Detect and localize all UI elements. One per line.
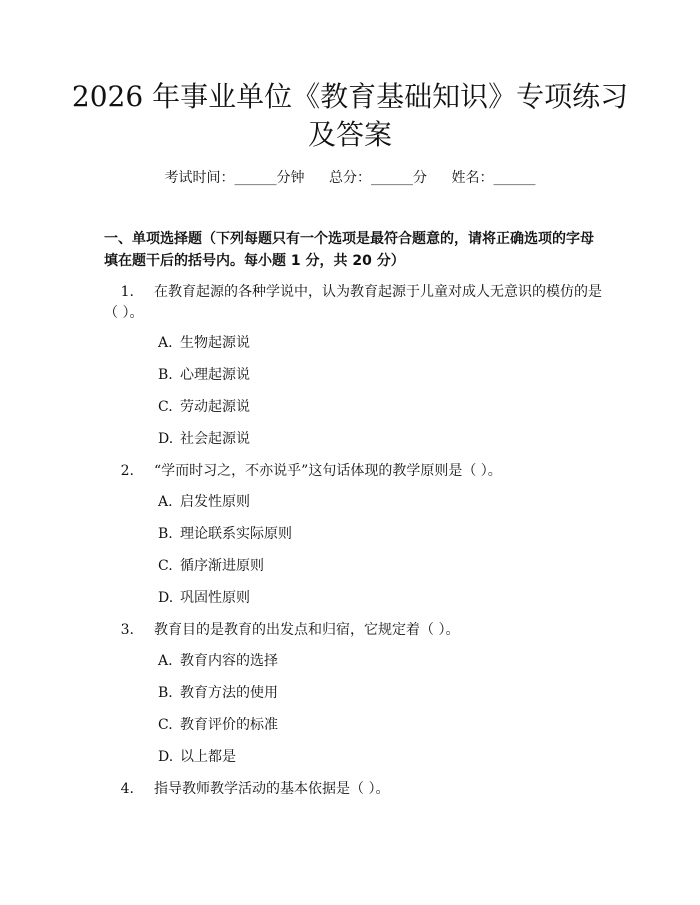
question-number: 4. [120, 781, 134, 797]
question-2 [104, 461, 604, 482]
option-letter: C. [158, 399, 173, 415]
option-text: 理论联系实际原则 [180, 526, 292, 542]
option-text: 教育评价的标准 [180, 717, 278, 733]
option-2b [158, 525, 292, 543]
option-letter: D. [158, 431, 174, 447]
option-1a [158, 334, 250, 352]
option-2c [158, 557, 264, 575]
question-stem: “学而时习之，不亦说乎”这句话体现的教学原则是（ ）。 [154, 463, 502, 479]
question-number: 1. [120, 284, 134, 300]
option-text: 教育方法的使用 [180, 685, 278, 701]
option-letter: C. [158, 558, 173, 574]
option-text: 劳动起源说 [180, 399, 250, 415]
option-3b [158, 684, 278, 702]
section-heading: 一、单项选择题（下列每题只有一个选项是最符合题意的，请将正确选项的字母填在题干后的括号内。每小题 1 分，共 20 分） [104, 231, 594, 269]
option-1d [158, 430, 250, 448]
option-3d [158, 748, 236, 766]
question-number: 3. [120, 622, 134, 638]
document-title [70, 78, 630, 154]
option-text: 社会起源说 [180, 431, 250, 447]
option-text: 启发性原则 [180, 494, 250, 510]
option-letter: B. [158, 367, 173, 383]
exam-score: 总分：______分 [329, 170, 427, 186]
question-stem: 教育目的是教育的出发点和归宿，它规定着（ ）。 [154, 622, 460, 638]
option-2d [158, 589, 250, 607]
option-letter: A. [158, 494, 173, 510]
option-text: 心理起源说 [180, 367, 250, 383]
exam-name: 姓名：______ [451, 170, 536, 186]
option-1c [158, 398, 250, 416]
option-letter: C. [158, 717, 173, 733]
question-3 [104, 620, 604, 641]
title-line-2: 及答案 [307, 118, 392, 151]
option-letter: A. [158, 653, 173, 669]
option-2a [158, 493, 250, 511]
question-1 [104, 282, 604, 324]
option-letter: B. [158, 526, 173, 542]
option-text: 循序渐进原则 [180, 558, 264, 574]
option-text: 教育内容的选择 [180, 653, 278, 669]
question-number: 2. [120, 463, 134, 479]
exam-meta [0, 169, 700, 187]
option-letter: B. [158, 685, 173, 701]
option-3a [158, 652, 278, 670]
question-stem: 指导教师教学活动的基本依据是（ ）。 [154, 781, 390, 797]
option-letter: A. [158, 335, 173, 351]
option-1b [158, 366, 250, 384]
exam-time: 考试时间：______分钟 [164, 170, 305, 186]
question-4 [104, 779, 604, 800]
question-stem: 在教育起源的各种学说中，认为教育起源于儿童对成人无意识的模仿的是（ ）。 [104, 284, 602, 321]
option-text: 生物起源说 [180, 335, 250, 351]
option-text: 巩固性原则 [180, 590, 250, 606]
option-text: 以上都是 [180, 749, 236, 765]
option-letter: D. [158, 749, 174, 765]
option-letter: D. [158, 590, 174, 606]
option-3c [158, 716, 278, 734]
title-line-1: 2026 年事业单位《教育基础知识》专项练习 [71, 80, 629, 113]
